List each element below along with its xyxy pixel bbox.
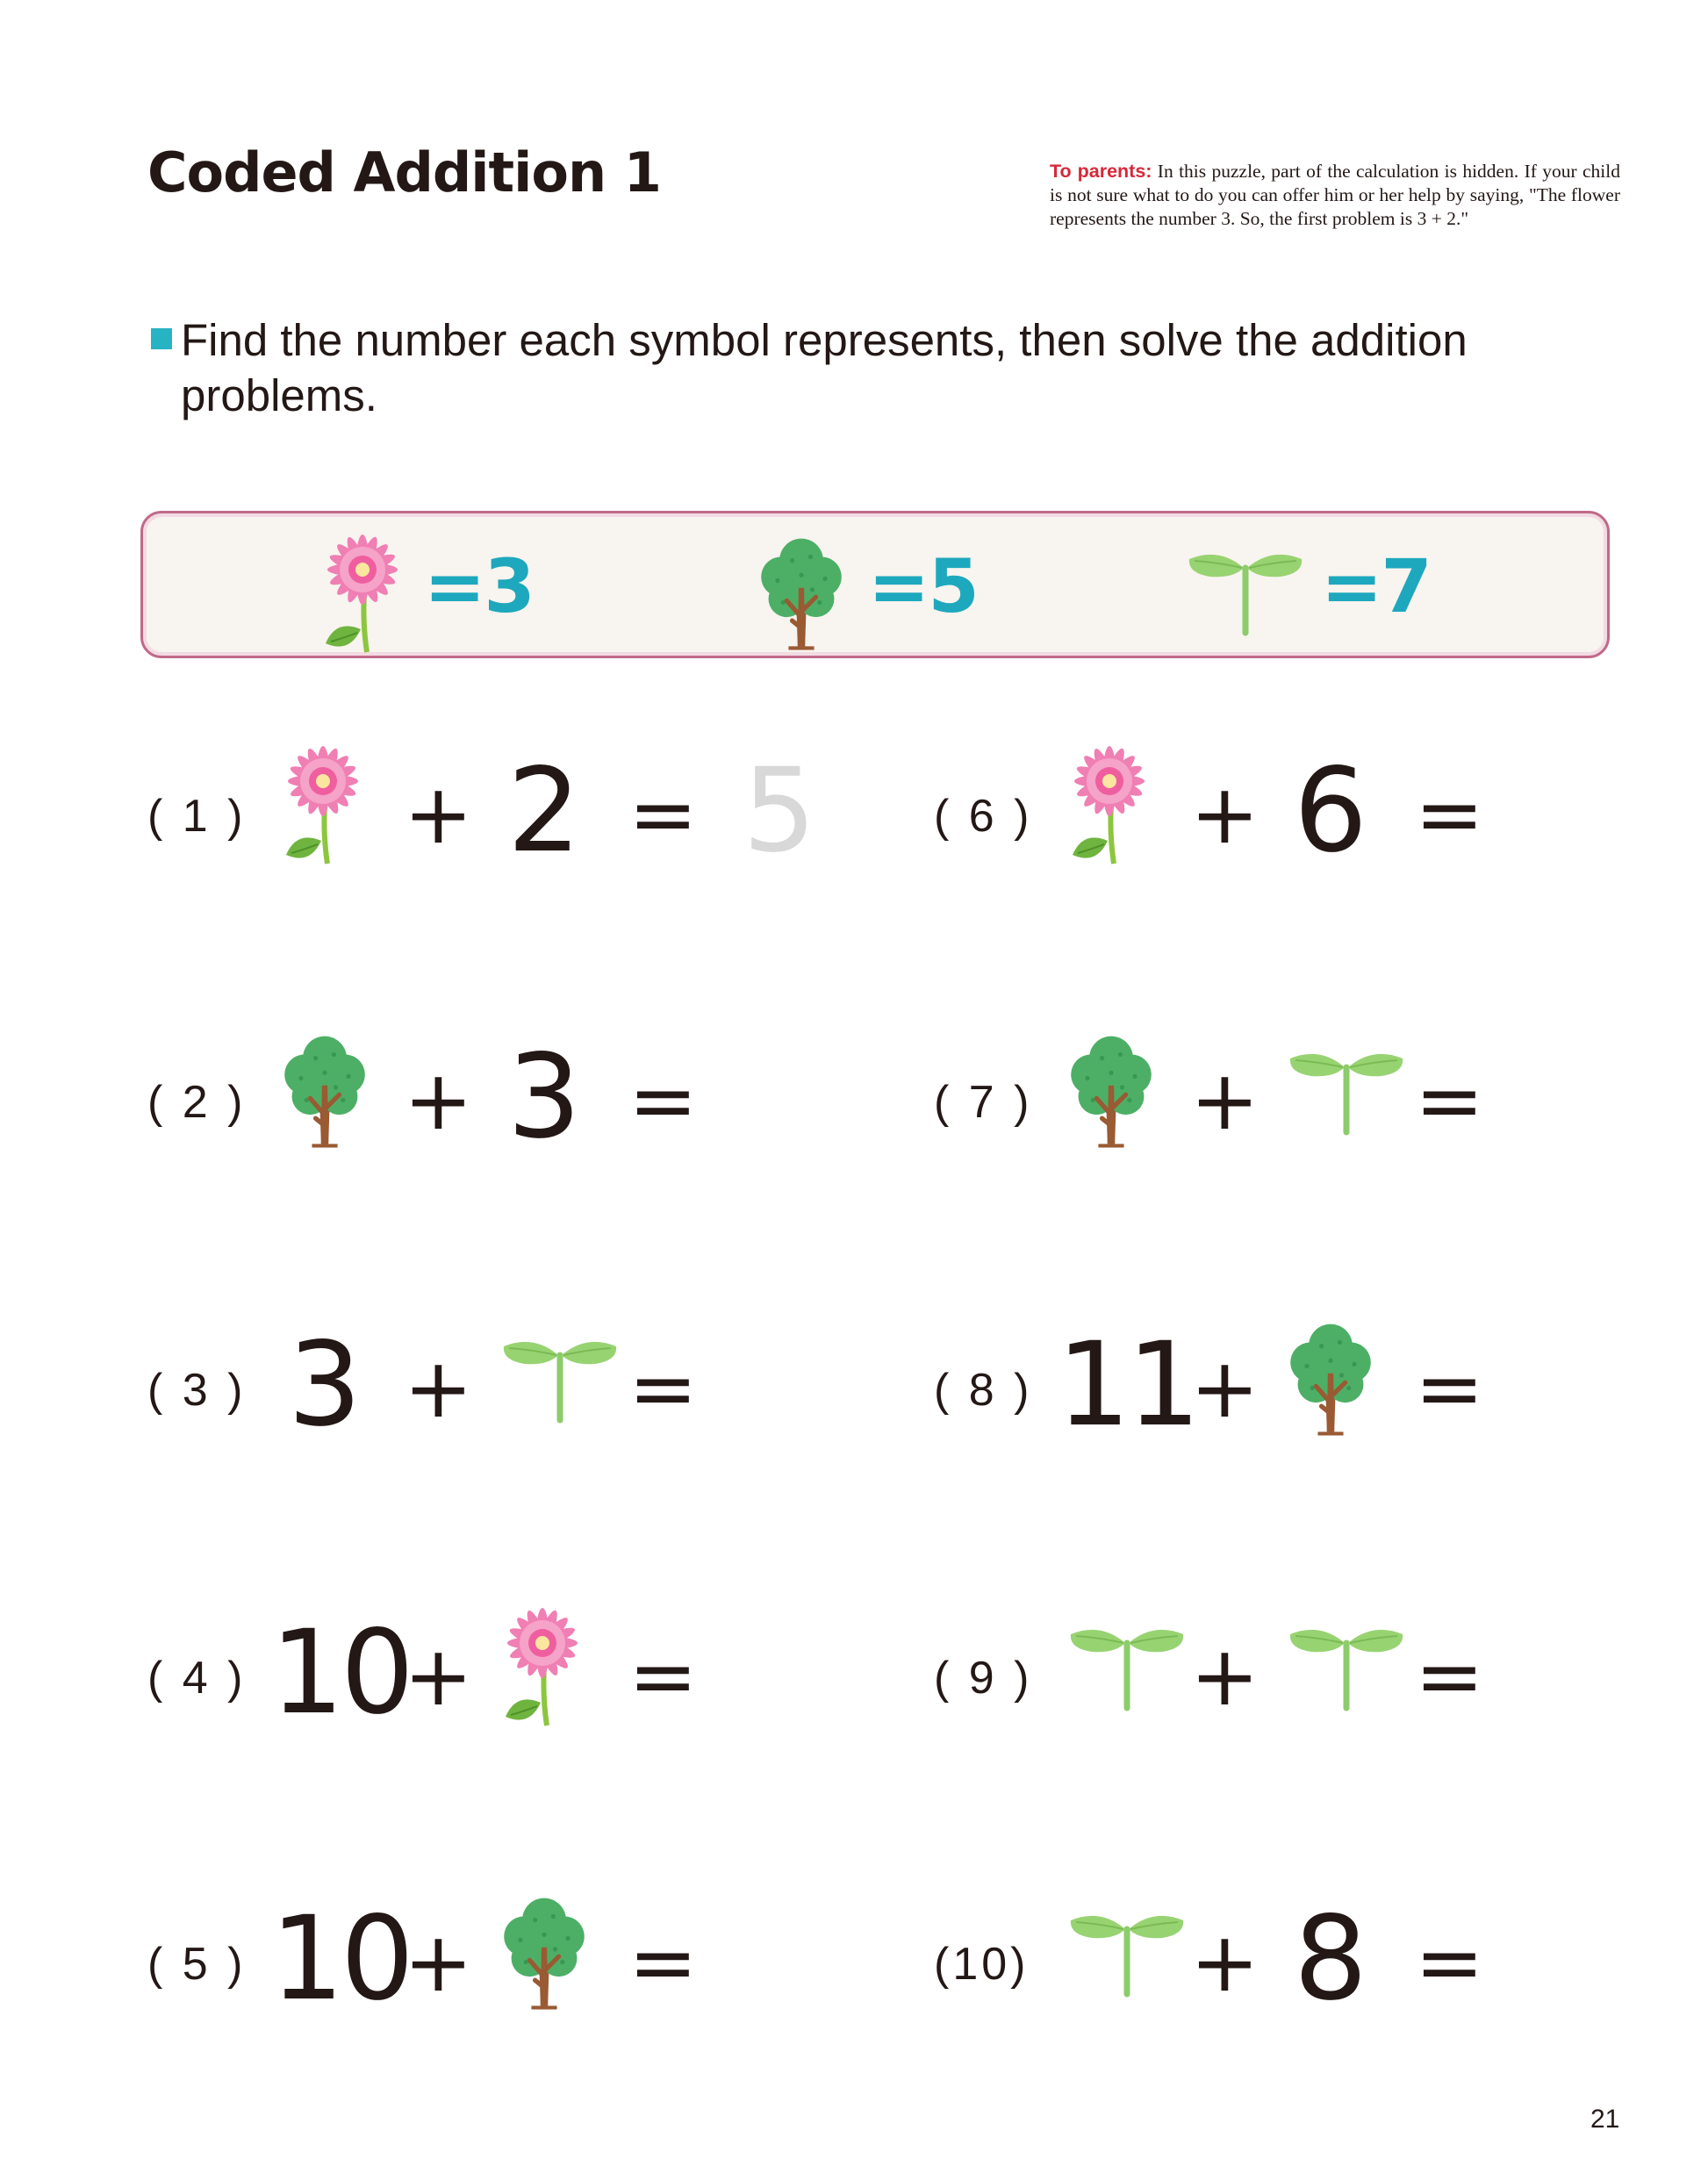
plus-sign: +	[404, 1053, 473, 1149]
problem-number: ( 6 )	[934, 791, 1033, 842]
sprout-icon	[499, 1336, 621, 1424]
plus-sign: +	[404, 1629, 473, 1725]
equals-sign: =	[628, 1053, 698, 1149]
tree-icon	[499, 1892, 590, 2012]
answer-field[interactable]	[743, 1901, 822, 2006]
operand-number: 6	[1294, 743, 1364, 879]
tree-icon	[756, 533, 847, 652]
operand-number: 3	[288, 1317, 358, 1453]
sprout-icon	[1184, 549, 1307, 636]
plus-sign: +	[404, 767, 473, 863]
parents-note-lead: To parents:	[1050, 161, 1152, 182]
problem-number: ( 5 )	[147, 1939, 247, 1990]
answer-field[interactable]	[743, 1039, 822, 1144]
sprout-icon	[1285, 1624, 1408, 1711]
equals-sign: =	[1415, 1341, 1484, 1437]
answer-field[interactable]: 5	[743, 743, 813, 879]
equals-sign: =	[1415, 1629, 1484, 1725]
equals-sign: =	[628, 767, 698, 863]
flower-icon	[279, 743, 367, 865]
answer-field[interactable]	[1529, 1901, 1608, 2006]
problem-number: ( 3 )	[147, 1365, 247, 1416]
operand-number: 3	[507, 1030, 578, 1165]
answer-field[interactable]	[1529, 1327, 1608, 1432]
operand-number: 10	[270, 1891, 411, 2027]
plus-sign: +	[1190, 1915, 1259, 2011]
equals-sign: =	[628, 1341, 698, 1437]
tree-icon	[1066, 1030, 1157, 1150]
page-number: 21	[1590, 2105, 1620, 2134]
plus-sign: +	[1190, 767, 1259, 863]
plus-sign: +	[404, 1915, 473, 2011]
equals-sign: =	[1415, 767, 1484, 863]
flower-icon	[319, 531, 406, 654]
operand-number: 11	[1057, 1317, 1197, 1453]
parents-note-text: In this puzzle, part of the calculation is hidden. If your child is not sure what to do you can offer him or her help by saying, "The flower represents the number 3. So, the first problem is 3 + 2."	[1050, 161, 1620, 229]
problem-number: ( 7 )	[934, 1077, 1033, 1128]
flower-icon	[499, 1604, 586, 1727]
answer-field[interactable]	[1529, 753, 1608, 858]
sprout-icon	[1285, 1048, 1408, 1136]
answer-field[interactable]	[743, 1327, 822, 1432]
parents-note	[1050, 160, 1620, 231]
plus-sign: +	[1190, 1341, 1259, 1437]
problem-number: (10)	[934, 1939, 1030, 1990]
plus-sign: +	[1190, 1053, 1259, 1149]
answer-field[interactable]	[743, 1615, 822, 1720]
equals-sign: =	[628, 1629, 698, 1725]
equals-sign: =	[1415, 1053, 1484, 1149]
equals-sign: =	[628, 1915, 698, 2011]
instruction	[151, 312, 1603, 423]
symbol-key-box	[140, 511, 1610, 658]
operand-number: 2	[507, 743, 578, 879]
equals-sign: =	[1415, 1915, 1484, 2011]
sprout-icon	[1066, 1624, 1188, 1711]
bullet-square-icon	[151, 328, 172, 349]
problem-number: ( 8 )	[934, 1365, 1033, 1416]
plus-sign: +	[404, 1341, 473, 1437]
problem-number: ( 4 )	[147, 1653, 247, 1704]
page-title: Coded Addition 1	[147, 140, 661, 204]
flower-icon	[1066, 743, 1153, 865]
key-value: =7	[1321, 543, 1431, 629]
key-value: =3	[424, 543, 534, 629]
tree-icon	[1285, 1318, 1376, 1438]
instruction-text: Find the number each symbol represents, then solve the addition problems.	[181, 315, 1468, 420]
answer-field[interactable]	[1529, 1615, 1608, 1720]
operand-number: 10	[270, 1605, 411, 1740]
plus-sign: +	[1190, 1629, 1259, 1725]
key-value: =5	[868, 543, 978, 629]
problem-number: ( 2 )	[147, 1077, 247, 1128]
answer-field[interactable]	[1529, 1039, 1608, 1144]
sprout-icon	[1066, 1910, 1188, 1998]
problem-number: ( 9 )	[934, 1653, 1033, 1704]
operand-number: 8	[1294, 1891, 1364, 2027]
problem-number: ( 1 )	[147, 791, 247, 842]
tree-icon	[279, 1030, 370, 1150]
